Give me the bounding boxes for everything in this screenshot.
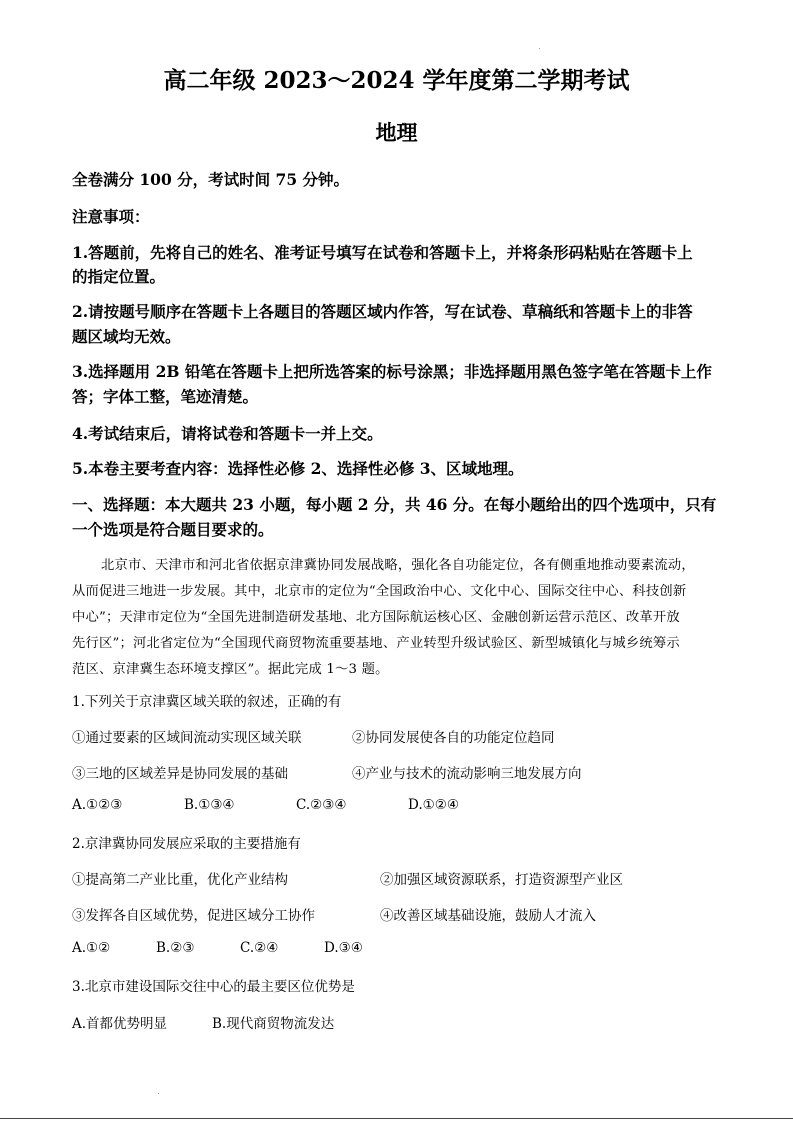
q3-option-b: B.现代商贸物流发达: [212, 1016, 335, 1032]
passage-line-1: 北京市、天津市和河北省依据京津冀协同发展战略，强化各自功能定位，各有侧重地推动要素流动，: [101, 558, 695, 573]
passage-line-3: 中心”；天津市定位为“全国先进制造研发基地、北方国际航运核心区、金融创新运营示范区、改革开放: [72, 610, 680, 625]
total-score-line: 全卷满分 100 分，考试时间 75 分钟。: [72, 170, 350, 189]
page-bottom-border: [0, 1118, 793, 1119]
q2-option-b: B.②③: [156, 940, 195, 956]
passage-line-5: 范区、京津冀生态环境支撑区”。据此完成 1～3 题。: [72, 662, 389, 677]
q1-option-d: D.①②④: [408, 797, 459, 813]
question-1-stem: 1.下列关于京津冀区域关联的叙述，正确的有: [72, 694, 342, 710]
q2-option-c: C.②④: [240, 940, 279, 956]
q1-option-c: C.②③④: [296, 797, 347, 813]
q2-statement-2: ②加强区域资源联系，打造资源型产业区: [380, 872, 623, 888]
q2-statement-1: ①提高第二产业比重，优化产业结构: [72, 872, 288, 888]
q1-statement-2: ②协同发展使各自的功能定位趋同: [352, 730, 555, 746]
notice-1-line-1: 1.答题前，先将自己的姓名、准考证号填写在试卷和答题卡上，并将条形码粘贴在答题卡上: [72, 243, 693, 262]
exam-title: 高二年级 2023～2024 学年度第二学期考试: [163, 67, 630, 94]
q2-option-d: D.③④: [324, 940, 363, 956]
notice-1-line-2: 的指定位置。: [72, 267, 166, 286]
notice-5: 5.本卷主要考查内容：选择性必修 2、选择性必修 3、区域地理。: [72, 459, 524, 478]
question-3-stem: 3.北京市建设国际交往中心的最主要区位优势是: [72, 979, 355, 995]
q1-option-a: A.①②③: [72, 797, 123, 813]
q1-statement-4: ④产业与技术的流动影响三地发展方向: [352, 766, 582, 782]
q3-option-a: A.首都优势明显: [72, 1016, 168, 1032]
question-2-stem: 2.京津冀协同发展应采取的主要措施有: [72, 836, 301, 852]
q2-statement-3: ③发挥各自区域优势，促进区域分工协作: [72, 908, 315, 924]
q2-option-a: A.①②: [72, 940, 111, 956]
subject-title: 地理: [375, 120, 418, 145]
section-heading-line-1: 一、选择题：本大题共 23 小题，每小题 2 分，共 46 分。在每小题给出的四个选项中，只有: [72, 495, 717, 514]
notice-2-line-1: 2.请按题号顺序在答题卡上各题目的答题区域内作答，写在试卷、草稿纸和答题卡上的非答: [72, 302, 693, 321]
scan-dot: [539, 48, 540, 49]
q2-statement-4: ④改善区域基础设施，鼓励人才流入: [380, 908, 596, 924]
section-heading-line-2: 一个选项是符合题目要求的。: [72, 520, 274, 539]
q1-option-b: B.①③④: [184, 797, 235, 813]
q1-statement-1: ①通过要素的区域间流动实现区域关联: [72, 730, 302, 746]
passage-line-4: 先行区”；河北省定位为“全国现代商贸物流重要基地、产业转型升级试验区、新型城镇化与城乡统筹示: [72, 636, 680, 651]
notice-3-line-2: 答；字体工整，笔迹清楚。: [72, 387, 259, 406]
notice-heading: 注意事项：: [72, 207, 150, 226]
notice-4: 4.考试结束后，请将试卷和答题卡一并上交。: [72, 424, 383, 443]
scan-dot: [158, 1093, 159, 1094]
q1-statement-3: ③三地的区域差异是协同发展的基础: [72, 766, 288, 782]
notice-2-line-2: 题区域均无效。: [72, 327, 181, 346]
notice-3-line-1: 3.选择题用 2B 铅笔在答题卡上把所选答案的标号涂黑；非选择题用黑色签字笔在答题卡上作: [72, 362, 712, 381]
passage-line-2: 从而促进三地进一步发展。其中，北京市的定位为“全国政治中心、文化中心、国际交往中心、科技创新: [72, 584, 687, 599]
